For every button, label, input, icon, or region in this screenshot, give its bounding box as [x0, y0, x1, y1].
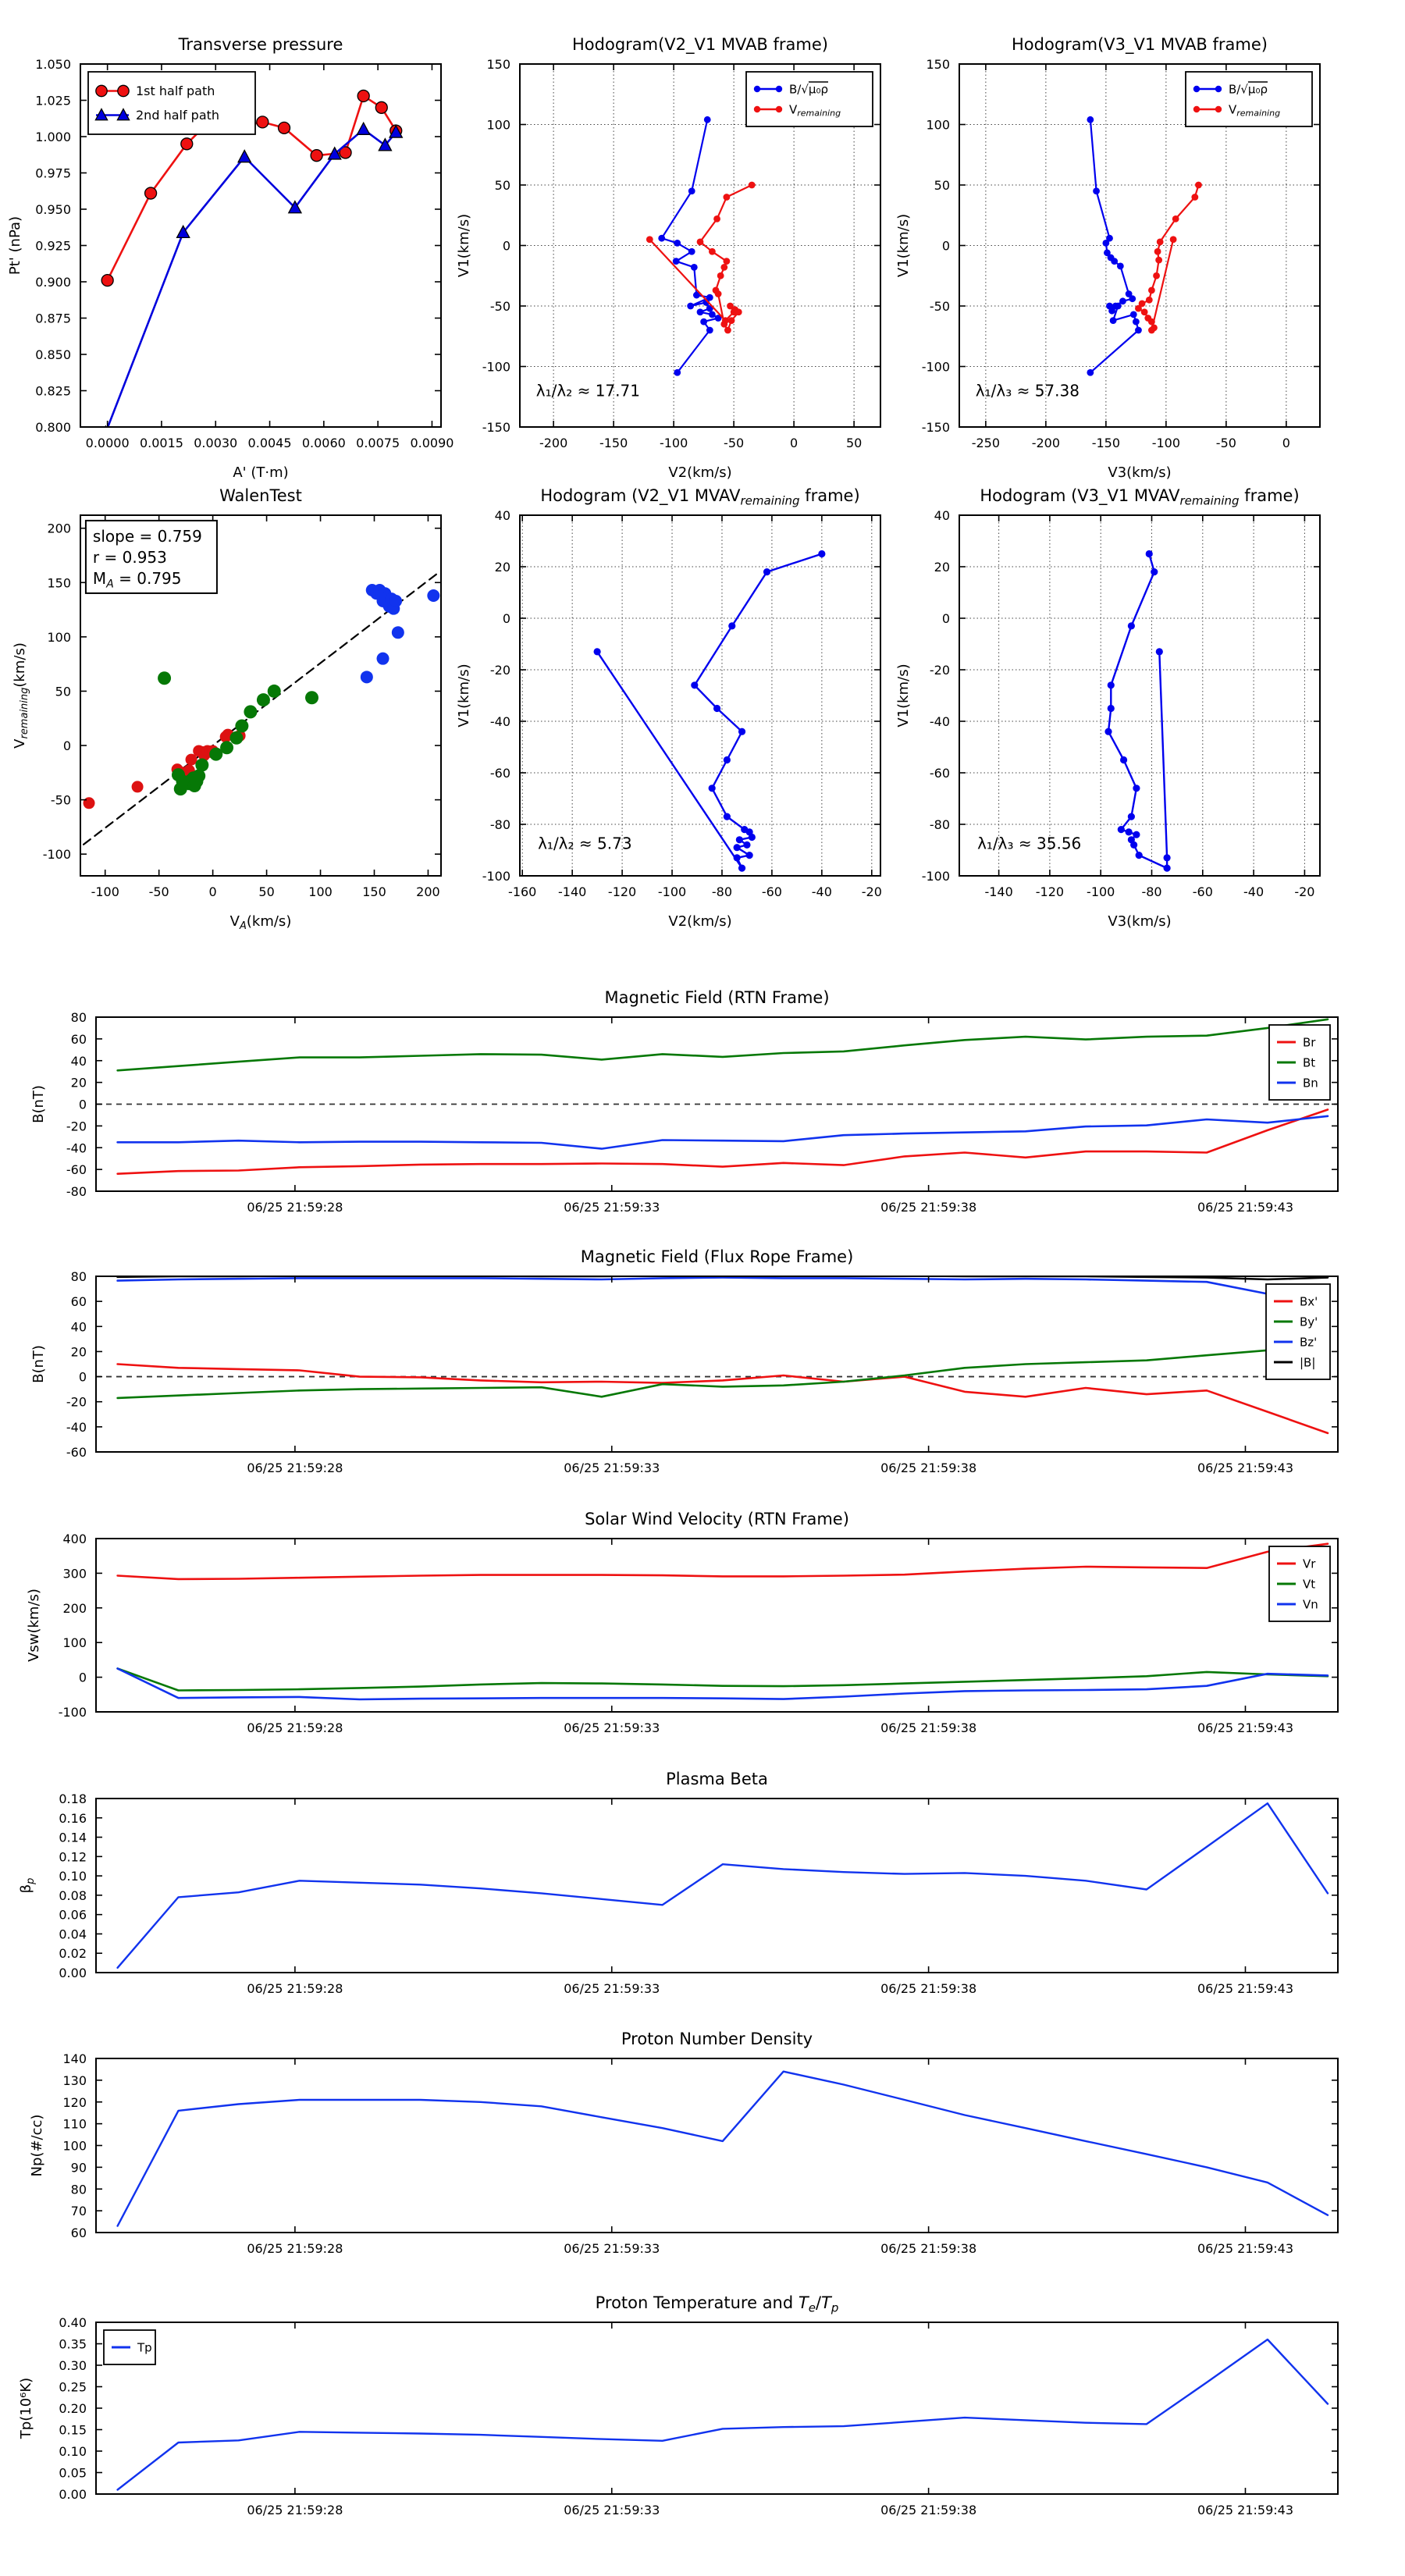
- x-tick-label: 06/25 21:59:28: [247, 2241, 343, 2256]
- y-tick-label: -100: [482, 869, 510, 884]
- chart-title: Transverse pressure: [178, 35, 343, 54]
- y-tick-label: -100: [482, 359, 510, 375]
- y-tick-label: 110: [62, 2116, 87, 2132]
- y-tick-label: -100: [921, 869, 950, 884]
- y-tick-label: -20: [489, 663, 510, 678]
- y-tick-label: 20: [494, 560, 510, 575]
- chart-transverse-pressure: [0, 19, 455, 496]
- legend-label: B/√μ₀ρ: [1229, 82, 1268, 97]
- x-tick-label: -50: [724, 436, 745, 450]
- svg-text:λ₁/λ₂ ≈ 17.71: λ₁/λ₂ ≈ 17.71: [535, 381, 640, 400]
- y-tick-label: 0: [78, 1369, 87, 1385]
- legend: [104, 2330, 155, 2364]
- y-tick-label: 80: [70, 1010, 87, 1025]
- y-tick-label: 40: [70, 1319, 87, 1335]
- y-tick-label: 100: [926, 117, 950, 133]
- x-tick-label: -80: [711, 884, 733, 899]
- x-tick-label: 06/25 21:59:33: [564, 1200, 660, 1215]
- x-tick-label: 06/25 21:59:28: [247, 2503, 343, 2517]
- legend-label: $V_{remaining}$: [1229, 102, 1281, 119]
- legend-label: Vr: [1303, 1557, 1316, 1571]
- hodogram-v2v1-mvab-axes: [456, 35, 880, 481]
- y-tick-label: 0.08: [59, 1888, 87, 1903]
- transverse-pressure-axes: [7, 35, 454, 481]
- x-tick-label: -80: [1141, 884, 1162, 899]
- y-tick-label: 0.18: [59, 1791, 87, 1806]
- y-tick-label: 0.10: [59, 1869, 87, 1884]
- y-tick-label: 0.00: [59, 1966, 87, 1980]
- y-axis-label: $V_{remaining}(km/s)$: [12, 642, 30, 749]
- x-tick-label: 06/25 21:59:33: [564, 2241, 660, 2256]
- y-tick-label: 0: [502, 611, 510, 626]
- b-rtn-axes: [30, 988, 1338, 1215]
- annotation: [86, 521, 217, 593]
- x-tick-label: 06/25 21:59:38: [880, 1981, 977, 1996]
- x-tick-label: 0.0075: [356, 436, 400, 450]
- y-tick-label: 20: [934, 560, 950, 575]
- y-tick-label: -100: [58, 1705, 87, 1720]
- x-axis-label: V2(km/s): [668, 464, 732, 481]
- y-tick-label: -20: [66, 1119, 87, 1134]
- y-tick-label: 1.000: [35, 130, 71, 144]
- y-tick-label: 0.00: [59, 2487, 87, 2502]
- x-tick-label: 50: [258, 884, 275, 899]
- x-tick-label: -120: [1035, 884, 1065, 899]
- legend-label: Vt: [1303, 1577, 1316, 1592]
- annotation: [536, 381, 640, 400]
- chart-hodogram-v3v1-mvab: [877, 19, 1334, 496]
- y-axis-label: B(nT): [30, 1345, 47, 1383]
- y-axis-label: V1(km/s): [456, 664, 472, 728]
- legend-label: $V_{remaining}$: [789, 102, 841, 119]
- y-tick-label: 140: [62, 2051, 87, 2066]
- y-tick-label: 0.16: [59, 1810, 87, 1826]
- legend-label: Bn: [1303, 1076, 1318, 1091]
- y-tick-label: 200: [47, 521, 71, 536]
- y-tick-label: 150: [47, 575, 71, 591]
- annotation: [976, 381, 1080, 400]
- y-tick-label: 50: [494, 178, 510, 193]
- chart-title: Proton Temperature and $T_e/T_p$: [595, 2293, 839, 2315]
- x-tick-label: 0.0015: [139, 436, 183, 450]
- y-tick-label: 0.925: [35, 238, 71, 254]
- hodogram-v3v1-mvav-axes: [895, 486, 1320, 930]
- y-tick-label: -20: [66, 1394, 87, 1410]
- chart-plasma-beta: [9, 1763, 1405, 2021]
- y-tick-label: -50: [929, 299, 950, 314]
- x-tick-label: 06/25 21:59:33: [564, 1981, 660, 1996]
- y-tick-label: 400: [62, 1532, 87, 1546]
- x-tick-label: 06/25 21:59:43: [1197, 2241, 1294, 2256]
- svg-text:slope = 0.759: slope = 0.759: [92, 526, 202, 546]
- svg-text:λ₁/λ₃ ≈ 35.56: λ₁/λ₃ ≈ 35.56: [977, 834, 1082, 853]
- x-tick-label: 06/25 21:59:43: [1197, 1981, 1294, 1996]
- y-tick-label: 0.14: [59, 1830, 87, 1845]
- y-tick-label: 0.30: [59, 2358, 87, 2373]
- x-tick-label: -150: [599, 436, 628, 450]
- chart-title: Proton Number Density: [621, 2030, 813, 2048]
- y-axis-label: V1(km/s): [895, 664, 912, 728]
- chart-hodogram-v3v1-mvav: [877, 470, 1334, 945]
- x-tick-label: 100: [308, 884, 333, 899]
- y-axis-label: Vsw(km/s): [26, 1589, 42, 1662]
- y-tick-label: -20: [929, 663, 950, 678]
- y-tick-label: 0.825: [35, 383, 71, 399]
- y-tick-label: 100: [62, 1635, 87, 1651]
- y-tick-label: 100: [47, 629, 71, 645]
- y-tick-label: 0.975: [35, 165, 71, 181]
- chart-title: Solar Wind Velocity (RTN Frame): [585, 1510, 849, 1528]
- chart-solar-wind-velocity: [9, 1503, 1405, 1760]
- x-tick-label: -150: [1091, 436, 1121, 450]
- legend-label: Br: [1303, 1035, 1316, 1050]
- chart-magnetic-field-fluxrope: [9, 1240, 1405, 1500]
- chart-proton-number-density: [9, 2023, 1405, 2281]
- y-tick-label: 0.10: [59, 2444, 87, 2459]
- x-tick-label: -50: [148, 884, 169, 899]
- legend: [1269, 1546, 1330, 1621]
- x-tick-label: -60: [761, 884, 782, 899]
- y-tick-label: 300: [62, 1566, 87, 1582]
- x-tick-label: 0.0045: [247, 436, 292, 450]
- x-tick-label: 0.0000: [85, 436, 130, 450]
- y-tick-label: 40: [70, 1053, 87, 1069]
- x-tick-label: -20: [1294, 884, 1315, 899]
- proton-density-axes: [29, 2030, 1338, 2256]
- x-tick-label: 200: [416, 884, 440, 899]
- svg-text:λ₁/λ₂ ≈ 5.73: λ₁/λ₂ ≈ 5.73: [538, 834, 632, 853]
- y-tick-label: 0.875: [35, 311, 71, 326]
- y-axis-label: B(nT): [30, 1085, 47, 1123]
- x-tick-label: 0.0030: [194, 436, 238, 450]
- x-tick-label: 06/25 21:59:28: [247, 1461, 343, 1475]
- legend: [1269, 1025, 1330, 1100]
- x-tick-label: 06/25 21:59:43: [1197, 2503, 1294, 2517]
- y-tick-label: 0.12: [59, 1849, 87, 1865]
- y-tick-label: 0.15: [59, 2422, 87, 2438]
- legend-label: Bz': [1300, 1335, 1318, 1350]
- x-tick-label: 06/25 21:59:33: [564, 2503, 660, 2517]
- y-tick-label: 0.06: [59, 1907, 87, 1923]
- y-tick-label: 0.40: [59, 2315, 87, 2330]
- y-tick-label: 60: [70, 2226, 87, 2240]
- x-axis-label: A' (T·m): [233, 464, 289, 481]
- svg-text:r = 0.953: r = 0.953: [92, 547, 167, 567]
- chart-title: Hodogram (V3_V1 $MVAV_{remaining}$ frame): [980, 486, 1300, 508]
- y-tick-label: 0.20: [59, 2401, 87, 2416]
- x-tick-label: -100: [657, 884, 687, 899]
- legend-label: |B|: [1300, 1355, 1316, 1370]
- y-tick-label: -40: [489, 714, 510, 729]
- x-tick-label: -100: [1151, 436, 1181, 450]
- x-tick-label: -100: [659, 436, 688, 450]
- y-axis-label: V1(km/s): [456, 213, 472, 278]
- x-tick-label: 06/25 21:59:28: [247, 1720, 343, 1735]
- x-tick-label: -140: [557, 884, 587, 899]
- y-tick-label: 130: [62, 2073, 87, 2088]
- x-tick-label: -100: [91, 884, 119, 899]
- x-tick-label: -40: [811, 884, 832, 899]
- x-tick-label: -100: [1087, 884, 1115, 899]
- proton-temperature-axes: [18, 2293, 1338, 2517]
- chart-hodogram-v2v1-mvav: [437, 470, 895, 945]
- y-tick-label: 100: [486, 117, 510, 133]
- legend-label: 1st half path: [136, 84, 215, 99]
- y-tick-label: 20: [70, 1344, 87, 1360]
- x-tick-label: 06/25 21:59:38: [880, 2241, 977, 2256]
- chart-title: WalenTest: [219, 486, 302, 505]
- y-axis-label: Np(#/cc): [29, 2114, 45, 2177]
- x-tick-label: -60: [1192, 884, 1213, 899]
- walen-test-axes: [12, 486, 441, 932]
- x-axis-label: V3(km/s): [1108, 913, 1172, 930]
- y-tick-label: 200: [62, 1600, 87, 1616]
- x-tick-label: -200: [539, 436, 568, 450]
- y-tick-label: 0.850: [35, 347, 71, 362]
- plasma-beta-axes: [18, 1770, 1338, 1996]
- y-tick-label: 150: [486, 57, 510, 72]
- chart-title: Magnetic Field (Flux Rope Frame): [580, 1247, 854, 1266]
- b-fluxrope-axes: [30, 1247, 1338, 1475]
- legend: [746, 72, 873, 126]
- hodogram-v3v1-mvab-axes: [895, 35, 1320, 481]
- y-tick-label: -60: [66, 1162, 87, 1178]
- x-tick-label: 06/25 21:59:38: [880, 1200, 977, 1215]
- y-tick-label: 100: [62, 2138, 87, 2154]
- y-tick-label: 80: [70, 1269, 87, 1284]
- y-axis-label: Pt' (nPa): [7, 215, 23, 276]
- y-tick-label: -100: [42, 847, 71, 863]
- svg-text:λ₁/λ₃ ≈ 57.38: λ₁/λ₃ ≈ 57.38: [975, 381, 1080, 400]
- x-tick-label: 06/25 21:59:33: [564, 1720, 660, 1735]
- legend: [1266, 1284, 1330, 1379]
- y-tick-label: -60: [489, 766, 510, 781]
- y-tick-label: 60: [70, 1031, 87, 1047]
- x-tick-label: 06/25 21:59:38: [880, 2503, 977, 2517]
- y-tick-label: 20: [70, 1075, 87, 1091]
- vsw-rtn-axes: [26, 1510, 1338, 1735]
- y-tick-label: 0.950: [35, 202, 71, 217]
- y-tick-label: 0.04: [59, 1927, 87, 1942]
- y-tick-label: 60: [70, 1294, 87, 1310]
- x-tick-label: -200: [1031, 436, 1061, 450]
- legend-label: Bx': [1300, 1294, 1318, 1309]
- x-axis-label: V3(km/s): [1108, 464, 1172, 481]
- chart-title: Hodogram(V2_V1 MVAB frame): [572, 35, 828, 54]
- chart-title: Hodogram(V3_V1 MVAB frame): [1012, 35, 1268, 54]
- legend-label: B/√μ₀ρ: [789, 82, 828, 97]
- x-tick-label: 0.0090: [410, 436, 454, 450]
- y-tick-label: 1.050: [35, 57, 71, 72]
- y-tick-label: 50: [934, 178, 950, 193]
- y-tick-label: 70: [70, 2204, 87, 2219]
- y-tick-label: 0.800: [35, 420, 71, 435]
- y-axis-label: V1(km/s): [895, 213, 912, 278]
- y-tick-label: 0: [941, 238, 950, 254]
- x-tick-label: -20: [861, 884, 882, 899]
- x-tick-label: -120: [607, 884, 637, 899]
- x-tick-label: 06/25 21:59:43: [1197, 1720, 1294, 1735]
- x-tick-label: -40: [1243, 884, 1264, 899]
- x-tick-label: 06/25 21:59:43: [1197, 1461, 1294, 1475]
- y-tick-label: -100: [921, 359, 950, 375]
- y-tick-label: 80: [70, 2182, 87, 2197]
- y-tick-label: -60: [66, 1445, 87, 1460]
- svg-text:MA = 0.795: $M_A = 0.795$: [92, 568, 182, 591]
- legend-label: Bt: [1303, 1055, 1316, 1070]
- y-tick-label: -50: [489, 299, 510, 314]
- x-tick-label: 50: [845, 436, 863, 450]
- x-axis-label: $V_A(km/s)$: [229, 913, 292, 932]
- x-tick-label: -140: [984, 884, 1013, 899]
- x-tick-label: 0: [208, 884, 217, 899]
- x-tick-label: -250: [971, 436, 1001, 450]
- y-tick-label: 50: [55, 684, 71, 699]
- x-tick-label: 06/25 21:59:33: [564, 1461, 660, 1475]
- x-tick-label: 06/25 21:59:28: [247, 1981, 343, 1996]
- y-tick-label: 0.25: [59, 2379, 87, 2395]
- x-tick-label: 0: [1282, 436, 1290, 450]
- y-tick-label: 120: [62, 2094, 87, 2110]
- x-tick-label: 06/25 21:59:28: [247, 1200, 343, 1215]
- y-tick-label: 0.02: [59, 1946, 87, 1962]
- y-tick-label: -40: [66, 1419, 87, 1435]
- legend-label: Vn: [1303, 1597, 1318, 1612]
- chart-title: Plasma Beta: [666, 1770, 768, 1788]
- x-tick-label: 06/25 21:59:38: [880, 1720, 977, 1735]
- y-tick-label: 0: [941, 611, 950, 626]
- legend: [88, 72, 255, 134]
- x-axis-label: V2(km/s): [668, 913, 732, 930]
- x-tick-label: -50: [1215, 436, 1236, 450]
- y-tick-label: -40: [929, 714, 950, 729]
- legend: [1186, 72, 1312, 126]
- x-tick-label: 0: [790, 436, 799, 450]
- y-tick-label: -150: [921, 420, 950, 435]
- hodogram-v2v1-mvav-axes: [456, 486, 882, 930]
- y-tick-label: -80: [66, 1184, 87, 1199]
- chart-walen-test: [0, 470, 455, 945]
- chart-title: Hodogram (V2_V1 $MVAV_{remaining}$ frame): [540, 486, 860, 508]
- annotation: [977, 834, 1081, 852]
- chart-title: Magnetic Field (RTN Frame): [604, 988, 830, 1007]
- y-tick-label: 0: [62, 738, 71, 754]
- x-tick-label: 06/25 21:59:43: [1197, 1200, 1294, 1215]
- annotation: [538, 834, 631, 852]
- y-tick-label: -150: [482, 420, 510, 435]
- y-tick-label: 40: [934, 508, 950, 523]
- legend-label: 2nd half path: [136, 108, 220, 123]
- y-tick-label: -40: [66, 1140, 87, 1156]
- y-tick-label: 40: [494, 508, 510, 523]
- y-axis-label: Tp(10⁶K): [18, 2377, 34, 2439]
- legend-label: Tp: [137, 2340, 152, 2355]
- x-tick-label: 150: [362, 884, 386, 899]
- y-tick-label: 0: [78, 1670, 87, 1685]
- y-tick-label: 0: [502, 238, 510, 254]
- y-axis-label: $\beta_p$: [18, 1877, 37, 1894]
- legend-label: By': [1300, 1315, 1318, 1329]
- chart-hodogram-v2v1-mvab: [437, 19, 895, 496]
- x-tick-label: 06/25 21:59:38: [880, 1461, 977, 1475]
- y-tick-label: -80: [929, 817, 950, 832]
- y-tick-label: 90: [70, 2160, 87, 2176]
- y-tick-label: 0.35: [59, 2336, 87, 2352]
- y-tick-label: 1.025: [35, 93, 71, 109]
- chart-magnetic-field-rtn: [9, 981, 1405, 1240]
- y-tick-label: -60: [929, 766, 950, 781]
- y-tick-label: 0: [78, 1097, 87, 1112]
- x-tick-label: -160: [508, 884, 537, 899]
- x-tick-label: 0.0060: [301, 436, 346, 450]
- y-tick-label: -50: [50, 792, 71, 808]
- y-tick-label: 0.900: [35, 275, 71, 290]
- y-tick-label: 0.05: [59, 2465, 87, 2481]
- y-tick-label: 150: [926, 57, 950, 72]
- y-tick-label: -80: [489, 817, 510, 832]
- chart-proton-temperature: [9, 2286, 1405, 2542]
